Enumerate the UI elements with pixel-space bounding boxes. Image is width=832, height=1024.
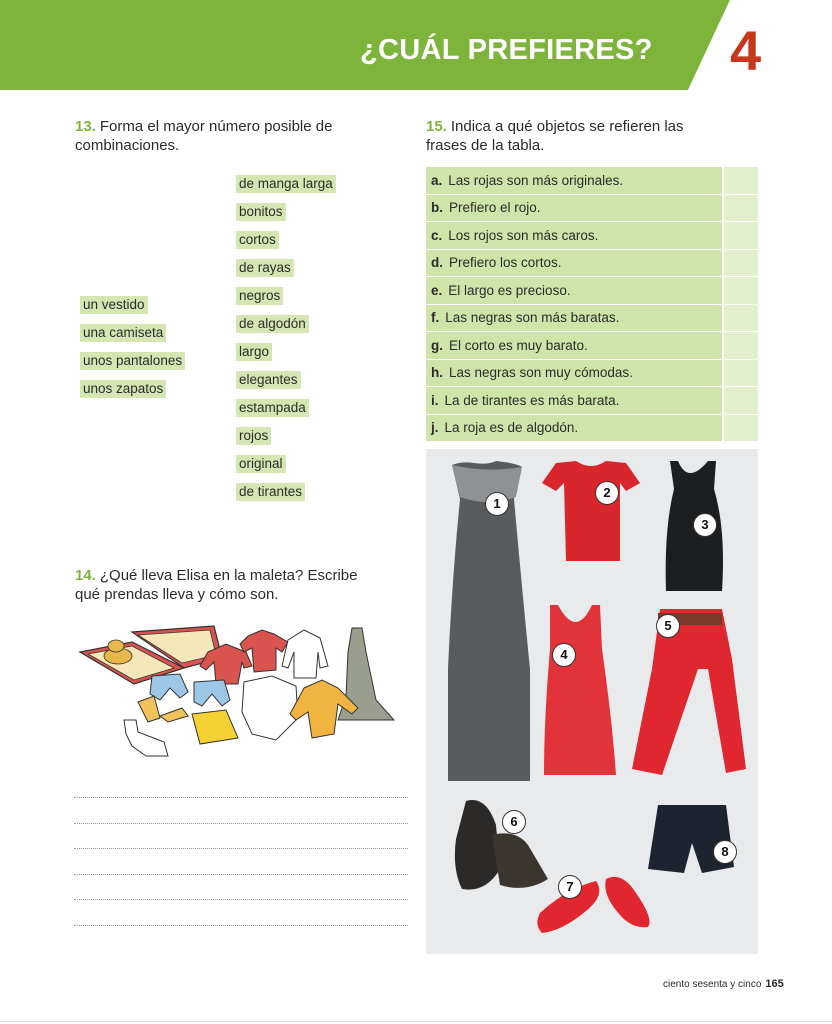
row-letter: c. xyxy=(431,227,443,243)
row-letter: d. xyxy=(431,255,443,271)
photo-number-marker: 8 xyxy=(713,840,737,864)
photo-number-marker: 1 xyxy=(485,492,509,516)
exercise-number: 14. xyxy=(75,567,96,584)
shorts-icon xyxy=(194,680,230,706)
noun-chip: unos pantalones xyxy=(80,352,185,370)
photo-number-marker: 5 xyxy=(656,614,680,638)
adjective-chip: de algodón xyxy=(236,315,309,333)
adjective-chip: largo xyxy=(236,343,272,361)
row-text: Las negras son muy cómodas. xyxy=(449,365,633,381)
sentence-cell xyxy=(426,415,722,442)
writing-line[interactable] xyxy=(74,797,408,798)
row-text: El corto es muy barato. xyxy=(449,337,588,353)
unit-number: 4 xyxy=(730,19,762,82)
writing-line[interactable] xyxy=(74,899,408,900)
row-letter: b. xyxy=(431,200,443,216)
answer-cell[interactable] xyxy=(724,332,758,359)
adjective-chip: negros xyxy=(236,287,283,305)
shirts-pile-icon xyxy=(242,676,298,740)
table-row xyxy=(426,305,758,333)
exercise-14-heading xyxy=(75,567,405,604)
row-letter: a. xyxy=(431,172,443,188)
brown-sandal-icon xyxy=(455,800,500,890)
adjective-chip: elegantes xyxy=(236,371,301,389)
table-row xyxy=(426,195,758,223)
row-letter: f. xyxy=(431,310,440,326)
adjective-chip: estampada xyxy=(236,399,309,417)
answer-cell[interactable] xyxy=(724,250,758,277)
row-text: Las negras son más baratas. xyxy=(445,310,620,326)
page-number: 165 xyxy=(765,978,784,990)
row-text: La roja es de algodón. xyxy=(444,420,579,436)
table-row xyxy=(426,387,758,415)
writing-line[interactable] xyxy=(74,848,408,849)
table-row xyxy=(426,250,758,278)
table-row xyxy=(426,222,758,250)
t-shirt-icon xyxy=(542,461,640,561)
answer-cell[interactable] xyxy=(724,222,758,249)
adjective-chip: de manga larga xyxy=(236,175,336,193)
table-row xyxy=(426,277,758,305)
table-row xyxy=(426,167,758,195)
exercise-instruction: ¿Qué lleva Elisa en la maleta? Escribe xyxy=(99,567,358,584)
shirt-icon xyxy=(282,630,328,678)
writing-line[interactable] xyxy=(74,823,408,824)
swimsuit-icon xyxy=(124,720,168,756)
row-letter: h. xyxy=(431,365,443,381)
clothing-photo-panel xyxy=(426,449,758,954)
row-letter: i. xyxy=(431,392,439,408)
row-text: Prefiero los cortos. xyxy=(449,255,562,271)
photo-number-marker: 6 xyxy=(502,810,526,834)
answer-cell[interactable] xyxy=(724,195,758,222)
answer-cell[interactable] xyxy=(724,167,758,194)
sentence-cell xyxy=(426,222,722,249)
exercise-instruction: combinaciones. xyxy=(75,136,180,154)
sentence-cell xyxy=(426,195,722,222)
trousers-icon xyxy=(632,609,746,775)
sentence-cell xyxy=(426,277,722,304)
answer-cell[interactable] xyxy=(724,360,758,387)
answer-cell[interactable] xyxy=(724,387,758,414)
exercise-instruction: Forma el mayor número posible de xyxy=(99,118,333,135)
adjective-chip: rojos xyxy=(236,427,271,445)
suitcase-icon xyxy=(80,626,222,684)
row-letter: j. xyxy=(431,420,439,436)
row-letter: g. xyxy=(431,337,443,353)
page-title: ¿CUÁL PREFIERES? xyxy=(360,34,653,66)
photo-number-marker: 4 xyxy=(552,643,576,667)
photo-number-marker: 3 xyxy=(693,513,717,537)
sentence-cell xyxy=(426,305,722,332)
page-footer xyxy=(663,978,784,990)
sentence-cell xyxy=(426,250,722,277)
brown-sandal-icon xyxy=(492,833,548,888)
row-text: La de tirantes es más barata. xyxy=(444,392,620,408)
sentence-cell xyxy=(426,332,722,359)
jeans-icon xyxy=(150,674,188,700)
table-row xyxy=(426,332,758,360)
adjective-chip: de tirantes xyxy=(236,483,305,501)
adjective-chip: de rayas xyxy=(236,259,294,277)
sentence-cell xyxy=(426,360,722,387)
yellow-top-icon xyxy=(192,710,238,744)
photo-number-marker: 7 xyxy=(558,875,582,899)
exercise-13-heading xyxy=(75,118,395,155)
exercise-instruction: qué prendas lleva y cómo son. xyxy=(75,585,279,603)
adjective-chip: original xyxy=(236,455,286,473)
noun-chip: unos zapatos xyxy=(80,380,166,398)
row-text: Los rojos son más caros. xyxy=(448,227,599,243)
red-sandal-icon xyxy=(605,877,649,927)
answer-cell[interactable] xyxy=(724,415,758,442)
photo-number-marker: 2 xyxy=(595,481,619,505)
table-row xyxy=(426,360,758,388)
row-text: El largo es precioso. xyxy=(448,282,571,298)
noun-chip: una camiseta xyxy=(80,324,166,342)
suitcase-illustration xyxy=(76,622,406,760)
sentences-table xyxy=(426,167,758,442)
sandal-icon xyxy=(160,708,188,722)
answer-cell[interactable] xyxy=(724,277,758,304)
sentence-cell xyxy=(426,387,722,414)
sandal-icon xyxy=(138,696,160,722)
writing-line[interactable] xyxy=(74,925,408,926)
exercise-15-heading xyxy=(426,118,756,155)
noun-chip: un vestido xyxy=(80,296,148,314)
exercise-instruction: Indica a qué objetos se refieren las xyxy=(450,118,684,135)
row-letter: e. xyxy=(431,282,443,298)
exercise-number: 13. xyxy=(75,118,96,135)
table-row xyxy=(426,415,758,443)
adjective-chip: cortos xyxy=(236,231,279,249)
adjective-chip: bonitos xyxy=(236,203,286,221)
answer-cell[interactable] xyxy=(724,305,758,332)
row-text: Las rojas son más originales. xyxy=(448,172,624,188)
exercise-number: 15. xyxy=(426,118,447,135)
page-number-words: ciento sesenta y cinco xyxy=(663,979,762,990)
sentence-cell xyxy=(426,167,722,194)
row-text: Prefiero el rojo. xyxy=(449,200,541,216)
bottom-rule xyxy=(0,1021,832,1022)
exercise-instruction: frases de la tabla. xyxy=(426,136,545,154)
writing-line[interactable] xyxy=(74,874,408,875)
short-dress-icon xyxy=(544,605,616,775)
